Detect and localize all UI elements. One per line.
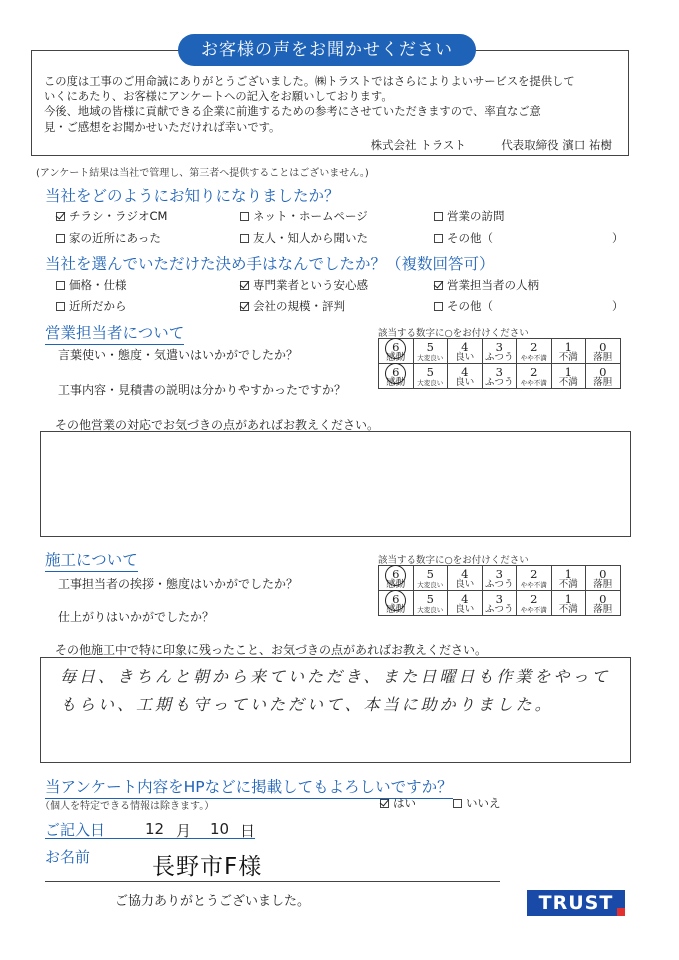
privacy-note: (アンケート結果は当社で管理し、第三者へ提供することはございません。) xyxy=(36,168,369,179)
rate-hint: 該当する数字に○をお付けください xyxy=(378,555,529,566)
rating-cell[interactable]: 0 落胆 xyxy=(586,591,621,616)
intro-line: この度は工事のご用命誠にありがとうございました。㈱トラストではさらによりよいサービスを提供して xyxy=(44,75,575,88)
checkbox-icon[interactable] xyxy=(240,234,249,243)
rating-cell[interactable]: 0 落胆 xyxy=(586,566,621,591)
q1-option[interactable]: ネット・ホームページ xyxy=(240,208,368,224)
name-label: お名前 xyxy=(45,848,91,866)
checkbox-checked-icon[interactable] xyxy=(240,281,249,290)
logo-red-mark xyxy=(617,908,625,916)
rating-table-construction xyxy=(378,565,621,616)
checkbox-icon[interactable] xyxy=(434,234,443,243)
date-day-label: 日 xyxy=(240,822,256,840)
handwritten-comment-line: 毎日、きちんと朝から来ていただき、また日曜日も作業をやって xyxy=(60,667,611,686)
checkbox-checked-icon[interactable] xyxy=(380,799,389,808)
checkbox-icon[interactable] xyxy=(56,302,65,311)
checkbox-icon[interactable] xyxy=(56,281,65,290)
rating-cell[interactable]: 6 感動 xyxy=(379,364,414,389)
selected-circle-icon xyxy=(385,338,406,359)
rating-row xyxy=(379,364,621,389)
publish-yes-option[interactable]: はい xyxy=(380,795,416,811)
construction-question: 工事担当者の挨拶・態度はいかがでしたか？ xyxy=(58,577,299,591)
q2-option[interactable]: 専門業者という安心感 xyxy=(240,277,368,293)
rating-cell[interactable]: 1 不満 xyxy=(551,566,586,591)
q2-option[interactable]: 営業担当者の人柄 xyxy=(434,277,539,293)
intro-text xyxy=(44,74,614,135)
sales-heading: 営業担当者について xyxy=(45,321,184,345)
checkbox-icon[interactable] xyxy=(240,212,249,221)
name-value[interactable]: 長野市F様 xyxy=(152,854,263,880)
company-name: 株式会社 トラスト xyxy=(370,138,466,152)
publish-heading: 当アンケート内容をHPなどに掲載してもよろしいですか？ xyxy=(45,775,453,799)
sales-other-prompt: その他営業の対応でお気づきの点があればお教えください。 xyxy=(55,418,380,432)
page-title: お客様の声をお聞かせください xyxy=(178,34,476,66)
q2-option[interactable]: 近所だから xyxy=(56,298,127,314)
rating-cell[interactable]: 4 良い xyxy=(448,339,483,364)
publish-no-option[interactable]: いいえ xyxy=(453,795,501,811)
rating-cell[interactable]: 2 やや不満 xyxy=(517,566,552,591)
construction-question: 仕上がりはいかがでしたか？ xyxy=(58,610,215,624)
rating-cell[interactable]: 4 良い xyxy=(448,591,483,616)
checkbox-icon[interactable] xyxy=(453,799,462,808)
rating-cell[interactable]: 5 大変良い xyxy=(413,566,448,591)
rating-cell[interactable]: 0 落胆 xyxy=(586,339,621,364)
rating-cell[interactable]: 0 落胆 xyxy=(586,364,621,389)
checkbox-checked-icon[interactable] xyxy=(56,212,65,221)
rating-cell[interactable]: 4 良い xyxy=(448,566,483,591)
trust-logo: TRUST xyxy=(527,890,625,916)
q1-option[interactable]: 家の近所にあった xyxy=(56,230,161,246)
rating-cell[interactable]: 1 不満 xyxy=(551,339,586,364)
q1-heading: 当社をどのようにお知りになりましたか？ xyxy=(45,187,340,205)
date-month-label: 月 xyxy=(176,822,192,840)
selected-circle-icon xyxy=(385,363,406,384)
rating-cell[interactable]: 2 やや不満 xyxy=(517,591,552,616)
intro-line: 今後、地域の皆様に貢献できる企業に前進するための参考にさせていただきますので、率直なご意 xyxy=(44,105,541,119)
checkbox-icon[interactable] xyxy=(434,212,443,221)
date-month-value[interactable]: 12 xyxy=(145,820,165,838)
construction-other-prompt: その他施工中で特に印象に残ったこと、お気づきの点があればお教えください。 xyxy=(55,643,488,657)
q1-option[interactable]: 営業の訪問 xyxy=(434,208,505,224)
selected-circle-icon xyxy=(385,590,406,611)
intro-line: 見・ご感想をお聞かせいただければ幸いです。 xyxy=(44,120,281,134)
rating-table-sales xyxy=(378,338,621,389)
checkbox-checked-icon[interactable] xyxy=(434,281,443,290)
q1-option[interactable]: チラシ・ラジオCM xyxy=(56,208,167,224)
checkbox-icon[interactable] xyxy=(56,234,65,243)
rating-row xyxy=(379,339,621,364)
q2-option[interactable]: その他（ xyxy=(434,298,493,314)
rating-cell[interactable]: 1 不満 xyxy=(551,364,586,389)
close-paren: ） xyxy=(612,231,624,245)
rating-cell[interactable]: 3 ふつう xyxy=(482,566,517,591)
rating-cell[interactable]: 2 やや不満 xyxy=(517,364,552,389)
rating-cell[interactable]: 5 大変良い xyxy=(413,364,448,389)
rating-cell[interactable]: 4 良い xyxy=(448,364,483,389)
rating-cell[interactable]: 3 ふつう xyxy=(482,339,517,364)
date-day-value[interactable]: 10 xyxy=(210,820,230,838)
rating-cell[interactable]: 6 感動 xyxy=(379,591,414,616)
thanks-text: ご協力ありがとうございました。 xyxy=(115,894,311,909)
intro-line: いくにあたり、お客様にアンケートへの記入をお願いしております。 xyxy=(44,90,393,104)
q1-option[interactable]: 友人・知人から聞いた xyxy=(240,230,368,246)
name-underline xyxy=(45,881,500,882)
rating-cell[interactable]: 6 感動 xyxy=(379,339,414,364)
sales-question: 工事内容・見積書の説明は分かりやすかったですか？ xyxy=(58,383,347,397)
rating-cell[interactable]: 3 ふつう xyxy=(482,591,517,616)
rating-row xyxy=(379,566,621,591)
rating-cell[interactable]: 1 不満 xyxy=(551,591,586,616)
representative: 代表取締役 濱口 祐樹 xyxy=(501,138,612,152)
rating-cell[interactable]: 5 大変良い xyxy=(413,591,448,616)
q2-option[interactable]: 価格・仕様 xyxy=(56,277,127,293)
q1-option[interactable]: その他（ xyxy=(434,230,493,246)
close-paren: ） xyxy=(612,299,624,313)
signature xyxy=(0,137,612,153)
rating-cell[interactable]: 2 やや不満 xyxy=(517,339,552,364)
rating-cell[interactable]: 6 感動 xyxy=(379,566,414,591)
rating-cell[interactable]: 5 大変良い xyxy=(413,339,448,364)
q2-option[interactable]: 会社の規模・評判 xyxy=(240,298,345,314)
sales-other-textbox[interactable] xyxy=(40,431,631,537)
q2-heading: 当社を選んでいただけた決め手はなんでしたか？（複数回答可） xyxy=(45,255,495,273)
checkbox-icon[interactable] xyxy=(434,302,443,311)
construction-heading: 施工について xyxy=(45,548,138,572)
date-label: ご記入日 xyxy=(45,821,106,839)
selected-circle-icon xyxy=(385,565,406,586)
rating-cell[interactable]: 3 ふつう xyxy=(482,364,517,389)
publish-note: （個人を特定できる情報は除きます。） xyxy=(40,801,215,812)
date-underline xyxy=(45,838,255,839)
handwritten-comment-line: もらい、工期も守っていただいて、本当に助かりました。 xyxy=(60,695,554,714)
checkbox-checked-icon[interactable] xyxy=(240,302,249,311)
rating-row xyxy=(379,591,621,616)
rate-hint: 該当する数字に○をお付けください xyxy=(378,328,529,339)
sales-question: 言葉使い・態度・気遣いはいかがでしたか？ xyxy=(58,348,299,362)
